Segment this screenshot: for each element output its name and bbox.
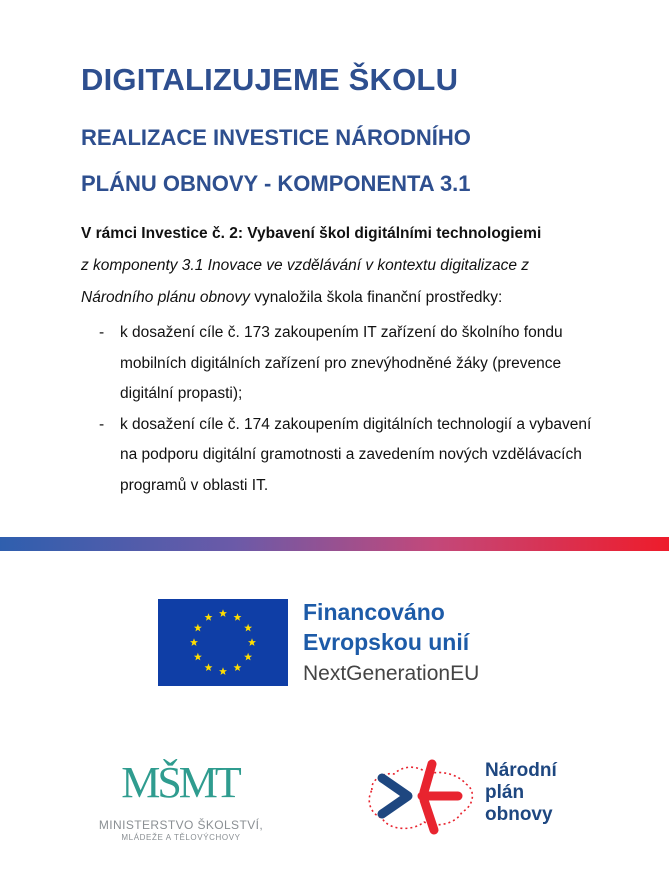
npo-text [485, 760, 557, 826]
npo-line-3: obnovy [485, 804, 553, 825]
npo-logo-icon [362, 750, 482, 840]
eu-line-2: Evropskou unií [303, 629, 470, 655]
intro-italic-text: z komponenty 3.1 Inovace ve vzdělávání v kontextu digitalizace z Národního plánu obnovy [81, 257, 530, 306]
eu-stars-icon [158, 599, 288, 686]
eu-star-icon [219, 667, 227, 675]
eu-line-3: NextGenerationEU [303, 662, 480, 685]
list-item [99, 410, 599, 502]
eu-star-icon [244, 624, 252, 632]
intro-bold-line: V rámci Investice č. 2: Vybavení škol digitálními technologiemi [81, 225, 542, 242]
intro-paragraph [81, 218, 601, 314]
msmt-logo-text: MŠMT [121, 758, 239, 807]
npo-line-1: Národní [485, 760, 557, 781]
list-item-text: k dosažení cíle č. 174 zakoupením digitálních technologií a vybavení na podporu digitální gramotnosti a zavedením nových vzdělávacích programů v oblasti IT. [120, 415, 592, 494]
eu-line-1: Financováno [303, 599, 445, 625]
eu-star-icon [205, 613, 213, 621]
eu-star-icon [205, 663, 213, 671]
bullet-dash: - [99, 415, 105, 433]
eu-star-icon [248, 638, 256, 646]
page-title: DIGITALIZUJEME ŠKOLU [81, 62, 459, 97]
eu-star-icon [244, 653, 252, 661]
intro-rest-text: vynaložila škola finanční prostředky: [249, 289, 503, 306]
msmt-name: MINISTERSTVO ŠKOLSTVÍ, [98, 818, 264, 832]
eu-star-icon [194, 653, 202, 661]
eu-star-icon [219, 609, 227, 617]
list-item [99, 318, 599, 410]
eu-star-icon [234, 663, 242, 671]
list-item-text: k dosažení cíle č. 173 zakoupením IT zařízení do školního fondu mobilních digitálních zařízení pro znevýhodněné žáky (prevence digitální propasti); [120, 324, 563, 402]
eu-star-icon [194, 624, 202, 632]
subtitle-line-2: PLÁNU OBNOVY - KOMPONENTA 3.1 [81, 171, 471, 196]
gradient-divider [0, 537, 669, 551]
eu-funding-text [303, 597, 479, 691]
subtitle-line-1: REALIZACE INVESTICE NÁRODNÍHO [81, 125, 471, 150]
goals-list [99, 318, 599, 501]
npo-line-2: plán [485, 782, 525, 803]
eu-star-icon [190, 638, 198, 646]
msmt-subname: MLÁDEŽE A TĚLOVÝCHOVY [121, 833, 241, 842]
eu-star-icon [234, 613, 242, 621]
bullet-dash: - [99, 324, 105, 341]
eu-flag-logo [158, 599, 288, 686]
